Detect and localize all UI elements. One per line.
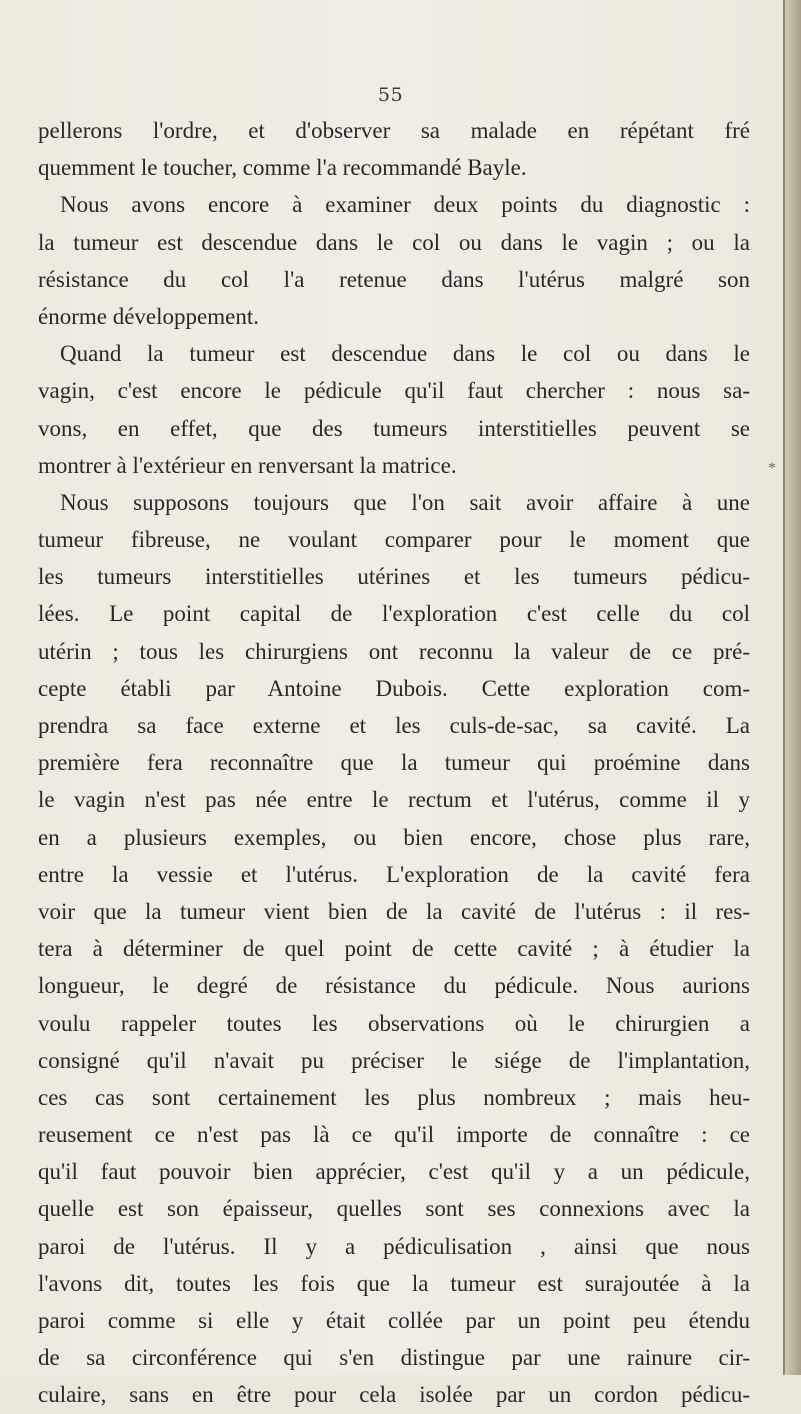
text-line: lées. Le point capital de l'exploration c'est celle du col bbox=[38, 601, 750, 627]
margin-mark: * bbox=[768, 460, 776, 477]
text-line: qu'il faut pouvoir bien apprécier, c'est qu'il y a un pédicule, bbox=[38, 1159, 750, 1185]
text-line: énorme développement. bbox=[38, 303, 259, 329]
text-line: l'avons dit, toutes les fois que la tumeur est surajoutée à la bbox=[38, 1270, 750, 1296]
text-line: résistance du col l'a retenue dans l'utérus malgré son bbox=[38, 266, 750, 292]
text-line: ces cas sont certainement les plus nombreux ; mais heu- bbox=[38, 1084, 750, 1110]
text-line: voulu rappeler toutes les observations où le chirurgien a bbox=[38, 1010, 750, 1036]
text-line: entre la vessie et l'utérus. L'exploration de la cavité fera bbox=[38, 861, 750, 887]
body-text bbox=[38, 112, 750, 1414]
text-line: le vagin n'est pas née entre le rectum et l'utérus, comme il y bbox=[38, 787, 750, 813]
text-line: cepte établi par Antoine Dubois. Cette exploration com- bbox=[38, 675, 750, 701]
paragraph-start-line: Quand la tumeur est descendue dans le col ou dans le bbox=[60, 341, 750, 367]
text-line: reusement ce n'est pas là ce qu'il importe de connaître : ce bbox=[38, 1122, 750, 1148]
paragraph-start-line: Nous supposons toujours que l'on sait avoir affaire à une bbox=[60, 489, 750, 515]
text-line: prendra sa face externe et les culs-de-sac, sa cavité. La bbox=[38, 713, 750, 738]
text-line: paroi comme si elle y était collée par un point peu étendu bbox=[38, 1308, 750, 1333]
text-line: première fera reconnaître que la tumeur qui proémine dans bbox=[38, 750, 750, 776]
text-line: tera à déterminer de quel point de cette cavité ; à étudier la bbox=[38, 936, 750, 962]
text-line: montrer à l'extérieur en renversant la matrice. bbox=[38, 452, 457, 478]
text-line: en a plusieurs exemples, ou bien encore, chose plus rare, bbox=[38, 824, 750, 850]
text-line: vagin, c'est encore le pédicule qu'il faut chercher : nous sa- bbox=[38, 378, 750, 404]
paragraph-start-line: Nous avons encore à examiner deux points du diagnostic : bbox=[60, 192, 750, 218]
text-line: de sa circonférence qui s'en distingue par une rainure cir- bbox=[38, 1345, 750, 1371]
text-line: longueur, le degré de résistance du pédicule. Nous aurions bbox=[38, 973, 750, 999]
text-line: utérin ; tous les chirurgiens ont reconnu la valeur de ce pré- bbox=[38, 638, 750, 664]
text-line: culaire, sans en être pour cela isolée par un cordon pédicu- bbox=[38, 1382, 750, 1408]
page-number: 55 bbox=[378, 84, 404, 106]
binding-edge bbox=[785, 0, 801, 1375]
text-line: voir que la tumeur vient bien de la cavité de l'utérus : il res- bbox=[38, 898, 750, 924]
text-line: quelle est son épaisseur, quelles sont ses connexions avec la bbox=[38, 1196, 750, 1222]
text-line: la tumeur est descendue dans le col ou dans le vagin ; ou la bbox=[38, 229, 750, 255]
text-line: paroi de l'utérus. Il y a pédiculisation , ainsi que nous bbox=[38, 1233, 750, 1259]
text-line: quemment le toucher, comme l'a recommandé Bayle. bbox=[38, 155, 527, 181]
text-line: les tumeurs interstitielles utérines et les tumeurs pédicu- bbox=[38, 564, 750, 590]
text-line: consigné qu'il n'avait pu préciser le siége de l'implantation, bbox=[38, 1047, 750, 1073]
text-line: pellerons l'ordre, et d'observer sa malade en répétant fré bbox=[38, 118, 750, 143]
text-line: vons, en effet, que des tumeurs interstitielles peuvent se bbox=[38, 415, 750, 441]
text-line: tumeur fibreuse, ne voulant comparer pour le moment que bbox=[38, 527, 750, 553]
